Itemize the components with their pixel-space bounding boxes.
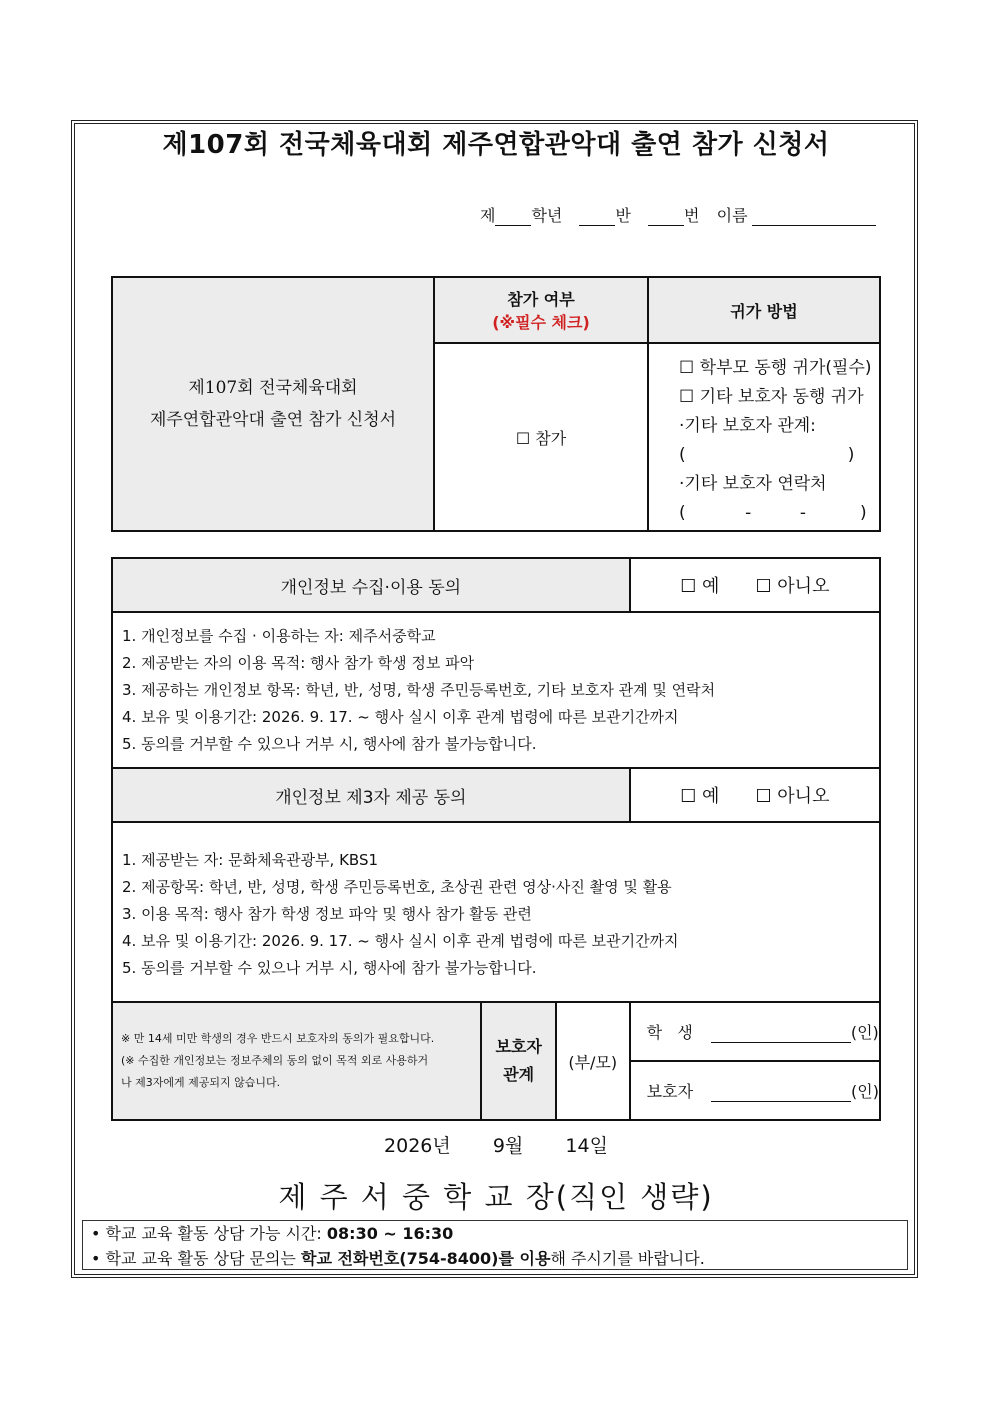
privacy-third-yes-checkbox[interactable]: ☐ 예 [680, 786, 720, 807]
event-name-cell [112, 277, 434, 531]
list-item: 4. 보유 및 이용기간: 2026. 9. 17. ~ 행사 실시 이후 관계 법령에 따른 보관기간까지 [122, 708, 679, 726]
participation-header: 참가 여부 [507, 290, 575, 309]
participate-checkbox[interactable]: ☐ 참가 [434, 343, 648, 531]
number-label: 번 [684, 206, 700, 225]
note-line: (※ 수집한 개인정보는 정보주체의 동의 없이 목적 외로 사용하거 [121, 1054, 429, 1067]
school-phone: 학교 전화번호(754-8400)를 이용 [300, 1249, 551, 1268]
privacy-third-header: 개인정보 제3자 제공 동의 [112, 768, 630, 822]
list-item: 1. 개인정보를 수집 · 이용하는 자: 제주서중학교 [122, 627, 436, 645]
note-line: 나 제3자에게 제공되지 않습니다. [121, 1076, 281, 1089]
number-blank[interactable] [648, 209, 684, 226]
privacy-consent-table [111, 557, 881, 1121]
privacy-third-no-checkbox[interactable]: ☐ 아니오 [755, 786, 830, 807]
list-item: 3. 제공하는 개인정보 항목: 학년, 반, 성명, 학생 주민등록번호, 기타 보호자 관계 및 연락처 [122, 681, 716, 699]
list-item: 2. 제공항목: 학년, 반, 성명, 학생 주민등록번호, 초상권 관련 영상·사진 촬영 및 활용 [122, 878, 672, 896]
guardian-relation-label-1: 보호자 [495, 1037, 542, 1056]
student-info-line [480, 203, 876, 226]
guardian-relation-value[interactable]: (부/모) [556, 1002, 630, 1120]
participation-header-cell [434, 277, 648, 343]
guardian-signature-line[interactable] [711, 1083, 851, 1102]
return-option-parent[interactable]: ☐ 학부모 동행 귀가(필수) [679, 358, 872, 378]
student-seal: (인) [850, 1023, 879, 1042]
privacy-third-choice [630, 768, 880, 822]
list-item: 2. 제공받는 자의 이용 목적: 행사 참가 학생 정보 파악 [122, 654, 475, 672]
notice-line-2 [91, 1246, 907, 1271]
list-item: 5. 동의를 거부할 수 있으나 거부 시, 행사에 참가 불가능합니다. [122, 735, 537, 753]
notice-line-1 [91, 1221, 907, 1246]
list-item: 3. 이용 목적: 행사 참가 학생 정보 파악 및 행사 참가 활동 관련 [122, 905, 532, 923]
grade-prefix: 제 [480, 206, 496, 225]
student-signature-row [630, 1002, 880, 1061]
grade-label: 학년 [531, 206, 563, 225]
signature-note [112, 1002, 481, 1120]
other-guardian-relation-label: ·기타 보호자 관계: [679, 416, 816, 436]
application-table [111, 276, 881, 532]
privacy-collect-choice [630, 558, 880, 612]
student-signature-line[interactable] [711, 1024, 851, 1043]
note-line: ※ 만 14세 미만 학생의 경우 반드시 보호자의 동의가 필요합니다. [121, 1032, 435, 1045]
principal-signature: 제 주 서 중 학 교 장(직인 생략) [278, 1180, 714, 1214]
other-guardian-contact-field[interactable]: ( - - ) [679, 503, 867, 523]
guardian-relation-label-2: 관계 [503, 1065, 535, 1084]
notice-line-2-suffix: 해 주시기를 바랍니다. [550, 1249, 705, 1268]
privacy-collect-no-checkbox[interactable]: ☐ 아니오 [755, 576, 830, 597]
guardian-signature-row [630, 1061, 880, 1120]
list-item: 1. 제공받는 자: 문화체육관광부, KBS1 [122, 851, 379, 869]
event-name-line2: 제주연합관악대 출연 참가 신청서 [149, 410, 397, 430]
form-date: 2026년 9월 14일 [384, 1135, 608, 1157]
counseling-hours: 08:30 ~ 16:30 [326, 1224, 454, 1243]
class-label: 반 [615, 206, 631, 225]
return-method-header: 귀가 방법 [648, 277, 880, 343]
privacy-collect-items [112, 612, 880, 768]
student-signature-label: 학 생 [646, 1023, 693, 1042]
return-option-other[interactable]: ☐ 기타 보호자 동행 귀가 [679, 387, 864, 407]
notice-line-1-text: • 학교 교육 활동 상담 가능 시간: [91, 1224, 327, 1243]
other-guardian-relation-field[interactable]: ( ) [679, 445, 855, 465]
event-name-line1: 제107회 전국체육대회 [188, 378, 358, 398]
class-blank[interactable] [579, 209, 615, 226]
form-title: 제107회 전국체육대회 제주연합관악대 출연 참가 신청서 [162, 130, 830, 160]
contact-notice-box [82, 1220, 908, 1270]
name-label: 이름 [716, 206, 748, 225]
participation-required-note: (※필수 체크) [492, 313, 590, 332]
privacy-third-items [112, 822, 880, 1002]
guardian-seal: (인) [851, 1082, 879, 1101]
notice-line-2-text: • 학교 교육 활동 상담 문의는 [91, 1249, 301, 1268]
list-item: 4. 보유 및 이용기간: 2026. 9. 17. ~ 행사 실시 이후 관계 법령에 따른 보관기간까지 [122, 932, 679, 950]
guardian-signature-label: 보호자 [646, 1082, 694, 1101]
name-blank[interactable] [752, 209, 876, 226]
return-method-cell [648, 343, 880, 531]
other-guardian-contact-label: ·기타 보호자 연락처 [679, 474, 827, 494]
privacy-collect-header: 개인정보 수집·이용 동의 [112, 558, 630, 612]
grade-blank[interactable] [495, 209, 531, 226]
list-item: 5. 동의를 거부할 수 있으나 거부 시, 행사에 참가 불가능합니다. [122, 959, 537, 977]
privacy-collect-yes-checkbox[interactable]: ☐ 예 [680, 576, 720, 597]
guardian-relation-label-cell [481, 1002, 555, 1120]
